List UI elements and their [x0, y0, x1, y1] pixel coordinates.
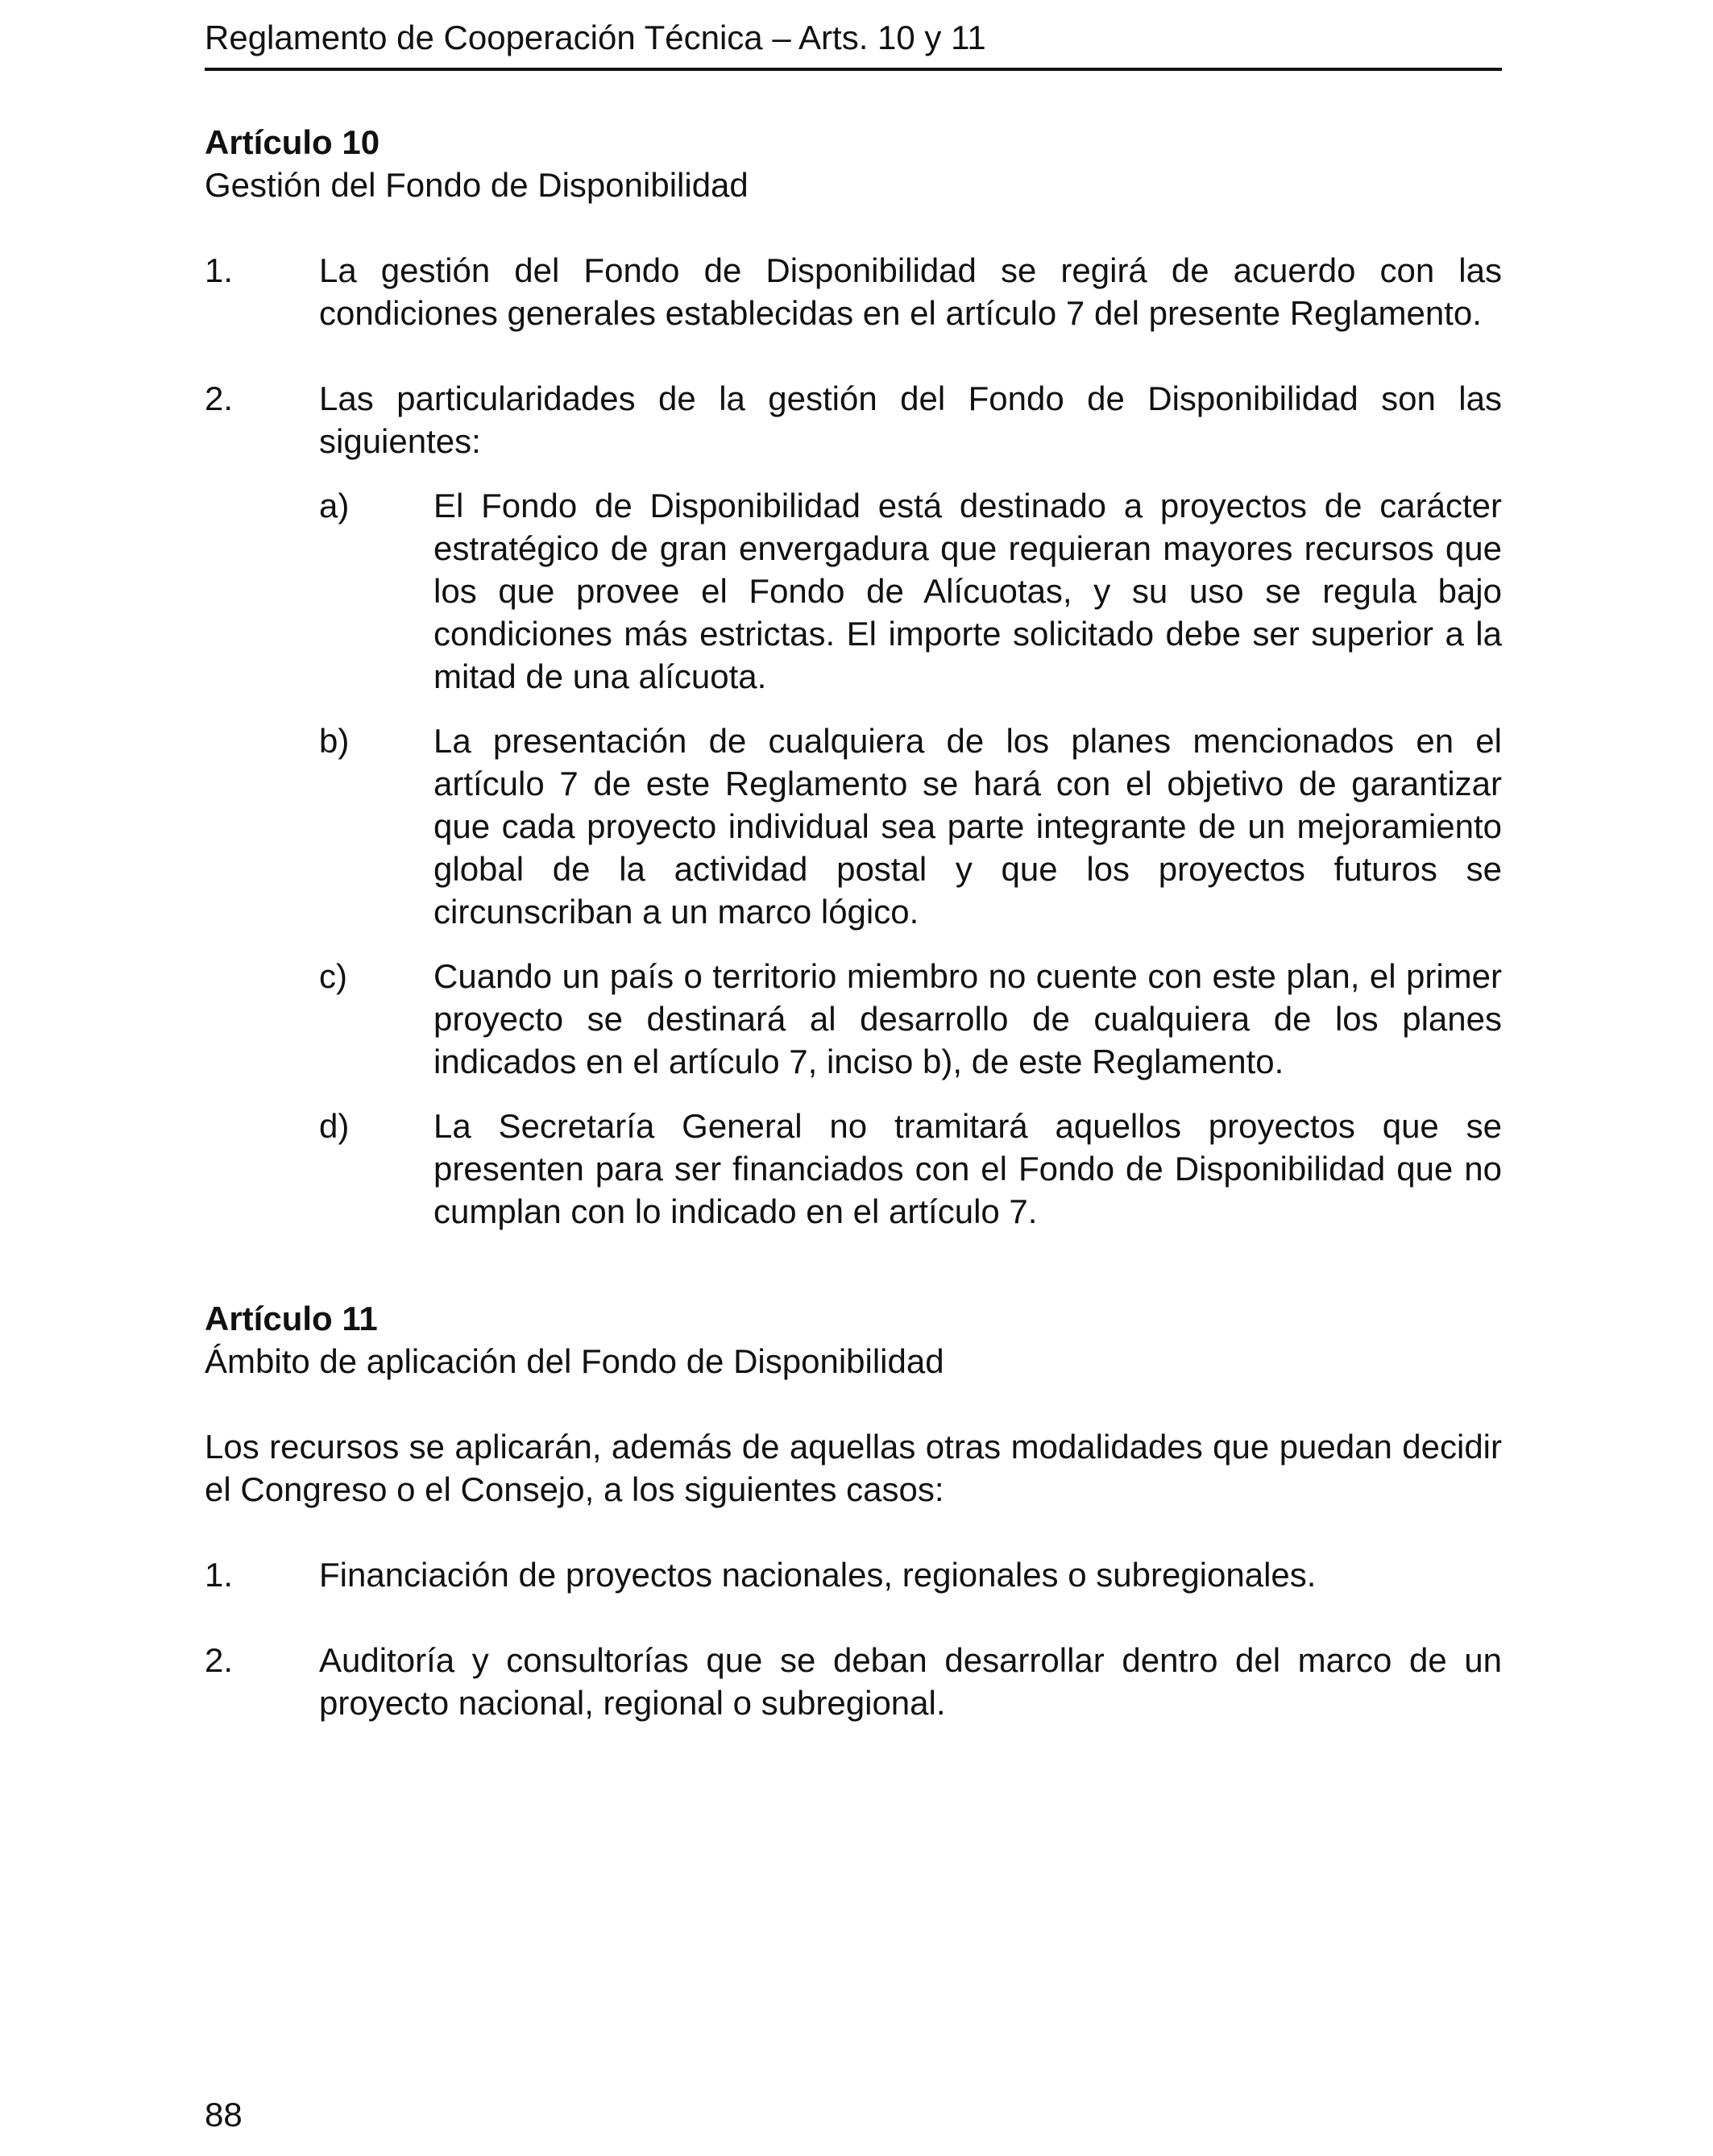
- article-10-subitem-b: [319, 719, 1502, 933]
- article-11-item-1: [205, 1553, 1502, 1596]
- article-11-item-2: [205, 1639, 1502, 1724]
- subitem-a-text: El Fondo de Disponibilidad está destinado a proyectos de carácter estratégico de gran envergadura que requieran mayores recursos que los que provee el Fondo de Alícuotas, y su uso se regula bajo condiciones más estrictas. El importe solicitado debe ser superior a la mitad de una alícuota.: [433, 487, 1502, 695]
- article-11-title: Ámbito de aplicación del Fondo de Disponibilidad: [205, 1342, 944, 1380]
- article-10-item-1: [205, 249, 1502, 334]
- article-10-subitem-list: [319, 484, 1502, 1233]
- article-11-item-1-text: Financiación de proyectos nacionales, regionales o subregionales.: [319, 1556, 1317, 1594]
- article-10-title: Gestión del Fondo de Disponibilidad: [205, 166, 749, 204]
- article-10-subitem-a: [319, 484, 1502, 698]
- article-11-number: Artículo 11: [205, 1300, 378, 1337]
- article-10-number: Artículo 10: [205, 123, 380, 161]
- running-header-title: Reglamento de Cooperación Técnica – Arts. 10 y 11: [205, 19, 986, 56]
- article-11-intro: Los recursos se aplicarán, además de aquellas otras modalidades que puedan decidir el Congreso o el Consejo, a los siguientes casos:: [205, 1428, 1502, 1508]
- page-number: 88: [205, 2096, 243, 2133]
- article-11-section: [205, 1297, 1502, 1724]
- subitem-c-marker: c): [319, 957, 347, 995]
- article-10-subitem-c: [319, 955, 1502, 1083]
- subitem-b-text: La presentación de cualquiera de los planes mencionados en el artículo 7 de este Reglamento se hará con el objetivo de garantizar que cada proyecto individual sea parte integrante de un mejoramiento global de la actividad postal y que los proyectos futuros se circunscriban a un marco lógico.: [433, 722, 1502, 931]
- article-10-item-2-text: Las particularidades de la gestión del Fondo de Disponibilidad son las siguientes:: [319, 379, 1502, 460]
- article-11-item-2-text: Auditoría y consultorías que se deban desarrollar dentro del marco de un proyecto nacional, regional o subregional.: [319, 1641, 1502, 1722]
- document-body: [205, 121, 1502, 1724]
- subitem-b-marker: b): [319, 722, 350, 760]
- article-11-item-1-marker: 1.: [205, 1556, 234, 1594]
- article-10-item-1-text: La gestión del Fondo de Disponibilidad se regirá de acuerdo con las condiciones generales establecidas en el artículo 7 del presente Reglamento.: [319, 251, 1502, 332]
- subitem-a-marker: a): [319, 487, 350, 524]
- subitem-d-marker: d): [319, 1107, 350, 1145]
- article-10-item-2-marker: 2.: [205, 379, 234, 417]
- subitem-d-text: La Secretaría General no tramitará aquellos proyectos que se presenten para ser financiados con el Fondo de Disponibilidad que no cumplan con lo indicado en el artículo 7.: [433, 1107, 1502, 1230]
- article-10-subitem-d: [319, 1105, 1502, 1233]
- article-10-item-2: [205, 377, 1502, 462]
- subitem-c-text: Cuando un país o territorio miembro no cuente con este plan, el primer proyecto se destinará al desarrollo de cualquiera de los planes indicados en el artículo 7, inciso b), de este Reglamento.: [433, 957, 1502, 1080]
- article-10-item-1-marker: 1.: [205, 251, 234, 289]
- article-10-section: [205, 121, 1502, 1233]
- article-11-item-2-marker: 2.: [205, 1641, 234, 1679]
- running-header: [205, 18, 1502, 71]
